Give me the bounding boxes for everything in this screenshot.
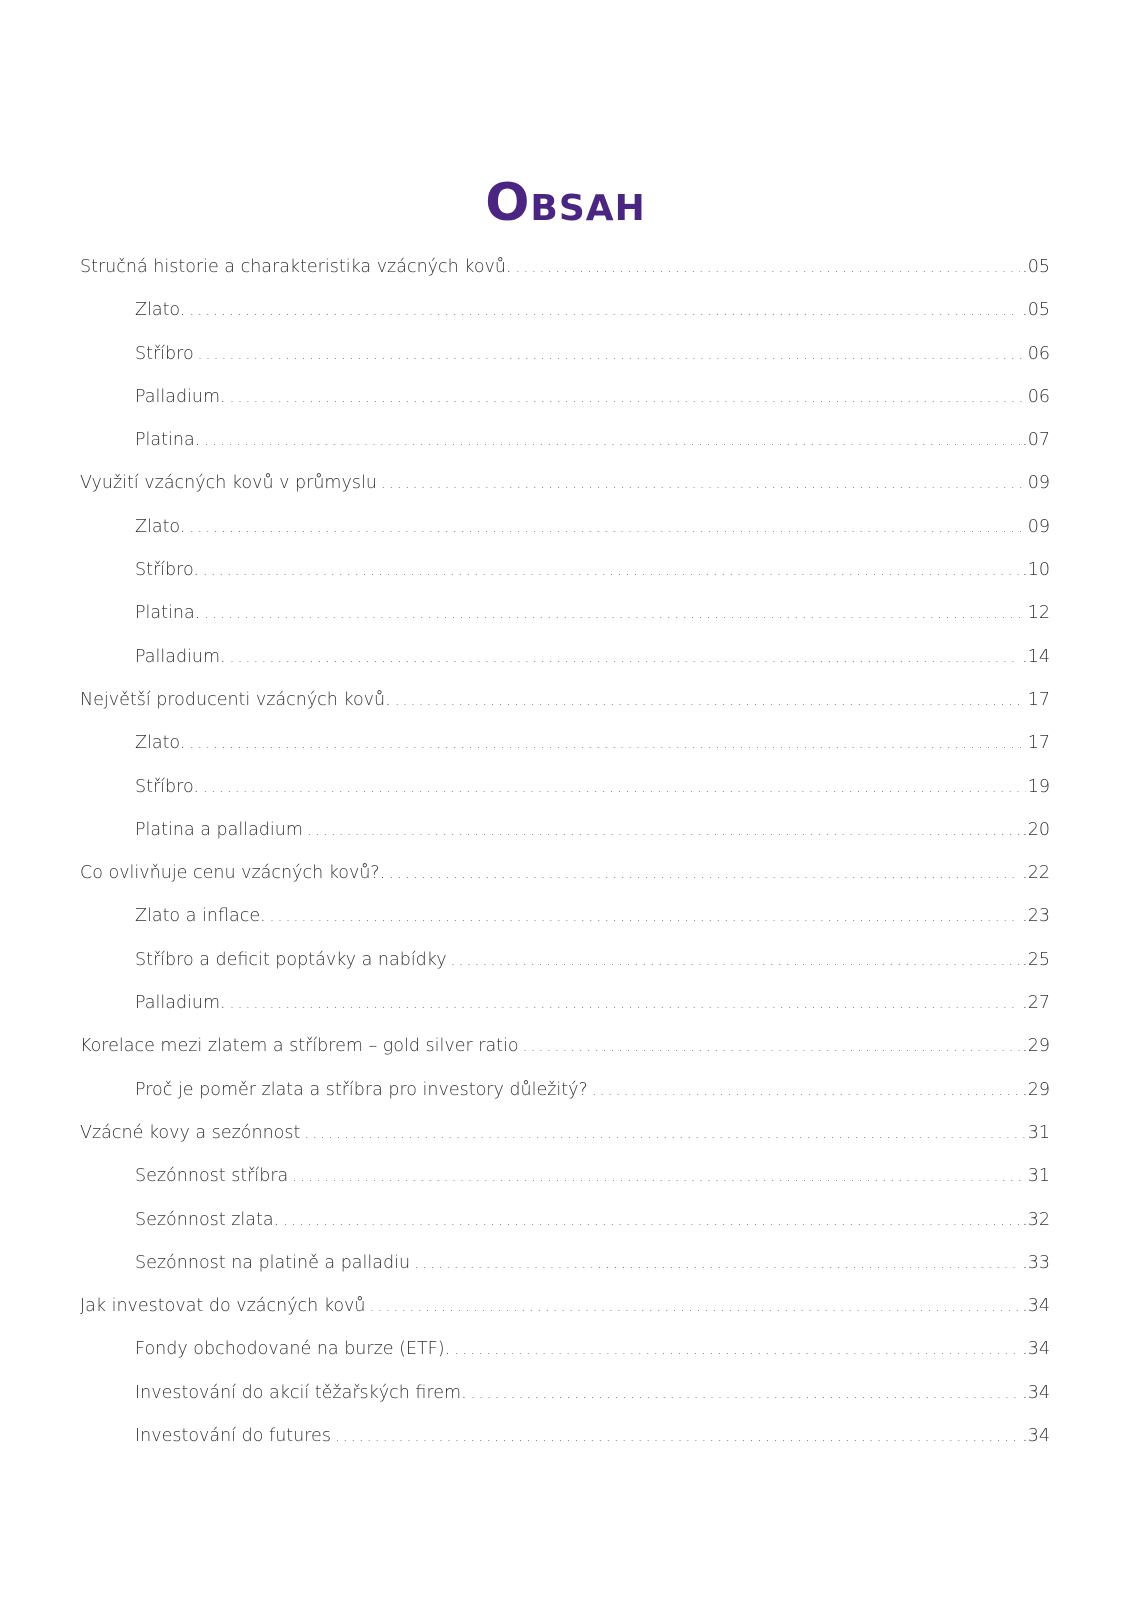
toc-subentry[interactable]	[80, 429, 1050, 472]
toc-entry[interactable]	[80, 689, 1050, 732]
toc-entry[interactable]	[80, 862, 1050, 905]
toc-page-number: .22	[1022, 863, 1050, 884]
toc-entry-label: Stříbro.	[135, 776, 199, 797]
toc-page-number: .27	[1022, 993, 1050, 1014]
toc-page-number: .33	[1022, 1252, 1050, 1273]
toc-subentry[interactable]	[80, 646, 1050, 689]
toc-entry-label: Palladium.	[135, 386, 226, 407]
toc-subentry[interactable]	[80, 1209, 1050, 1252]
toc-entry-label: Největší producenti vzácných kovů.	[80, 689, 391, 710]
toc-page-number: .05	[1022, 257, 1050, 277]
toc-subentry[interactable]	[80, 386, 1050, 429]
toc-page-number: .34	[1022, 1382, 1050, 1403]
table-of-contents	[80, 256, 1050, 1468]
toc-dot-leader	[203, 776, 1026, 798]
toc-dot-leader	[189, 299, 1020, 321]
toc-dot-leader	[307, 819, 1020, 841]
toc-page-number: 17	[1027, 733, 1050, 754]
toc-entry-label: Fondy obchodované na burze (ETF).	[135, 1339, 451, 1360]
toc-dot-leader	[370, 1295, 1021, 1317]
toc-entry-label: Investování do akcií těžařských firem.	[135, 1382, 467, 1403]
toc-entry-label: Jak investovat do vzácných kovů	[80, 1296, 366, 1317]
toc-page-number: 31	[1027, 1166, 1050, 1187]
toc-subentry[interactable]	[80, 559, 1050, 602]
toc-page-number: .23	[1022, 906, 1050, 927]
toc-entry-label: Vzácné kovy a sezónnost	[80, 1122, 301, 1143]
toc-entry-label: Investování do futures	[135, 1426, 331, 1447]
toc-entry-label: Zlato a inflace.	[135, 906, 266, 927]
toc-entry-label: Zlato.	[135, 733, 186, 754]
toc-dot-leader	[523, 1035, 1021, 1057]
toc-entry-label: Zlato.	[135, 516, 186, 537]
toc-dot-leader	[592, 1079, 1020, 1101]
toc-entry-label: Co ovlivňuje cenu vzácných kovů?.	[80, 863, 386, 884]
toc-subentry[interactable]	[80, 776, 1050, 819]
toc-entry[interactable]	[80, 472, 1050, 515]
toc-page-number: .05	[1022, 300, 1050, 321]
toc-subentry[interactable]	[80, 299, 1050, 342]
toc-subentry[interactable]	[80, 1425, 1050, 1468]
toc-dot-leader	[454, 1338, 1020, 1360]
toc-page-number: 31	[1027, 1122, 1050, 1143]
toc-page-number: 17	[1027, 689, 1050, 710]
toc-entry-label: Platina.	[135, 430, 201, 451]
toc-dot-leader	[204, 602, 1025, 624]
toc-dot-leader	[516, 256, 1021, 278]
toc-dot-leader	[395, 689, 1026, 711]
toc-entry-label: Stříbro	[135, 343, 194, 364]
toc-entry-label: Sezónnost zlata.	[135, 1209, 280, 1230]
toc-entry-label: Palladium.	[135, 646, 226, 667]
toc-dot-leader	[451, 949, 1021, 971]
toc-page-number: 06	[1027, 386, 1050, 407]
toc-subentry[interactable]	[80, 343, 1050, 386]
toc-entry-label: Stříbro a deficit poptávky a nabídky	[135, 949, 447, 970]
page-title: Obsah	[485, 172, 646, 233]
toc-subentry[interactable]	[80, 602, 1050, 645]
toc-dot-leader	[270, 905, 1021, 927]
toc-entry[interactable]	[80, 1295, 1050, 1338]
toc-dot-leader	[189, 516, 1025, 538]
toc-page-number: .25	[1022, 949, 1050, 970]
toc-entry-label: Palladium.	[135, 993, 226, 1014]
toc-dot-leader	[389, 862, 1020, 884]
toc-subentry[interactable]	[80, 516, 1050, 559]
toc-entry-label: Zlato.	[135, 300, 186, 321]
toc-dot-leader	[283, 1209, 1020, 1231]
toc-dot-leader	[203, 559, 1020, 581]
toc-subentry[interactable]	[80, 819, 1050, 862]
toc-page-number: 12	[1027, 603, 1050, 624]
toc-page-number: 09	[1027, 473, 1050, 494]
toc-subentry[interactable]	[80, 1079, 1050, 1122]
toc-page-number: .10	[1022, 560, 1050, 581]
toc-dot-leader	[189, 732, 1025, 754]
toc-page-number: .29	[1022, 1036, 1050, 1057]
toc-page-number: 06	[1027, 343, 1050, 364]
toc-entry[interactable]	[80, 1035, 1050, 1078]
toc-page-number: .20	[1022, 819, 1050, 840]
toc-entry-label: Stručná historie a charakteristika vzácných kovů.	[80, 257, 512, 277]
toc-dot-leader	[414, 1252, 1020, 1274]
toc-page-number: .32	[1022, 1209, 1050, 1230]
toc-subentry[interactable]	[80, 1165, 1050, 1208]
toc-page-number: .34	[1022, 1339, 1050, 1360]
toc-dot-leader	[292, 1165, 1025, 1187]
toc-entry-label: Sezónnost stříbra	[135, 1166, 289, 1187]
toc-dot-leader	[381, 472, 1026, 494]
toc-entry-label: Stříbro.	[135, 560, 199, 581]
toc-subentry[interactable]	[80, 905, 1050, 948]
toc-page-number: 19	[1027, 776, 1050, 797]
toc-page-number: .14	[1022, 646, 1050, 667]
toc-page-number: .34	[1022, 1296, 1050, 1317]
toc-subentry[interactable]	[80, 949, 1050, 992]
toc-dot-leader	[230, 646, 1021, 668]
toc-entry[interactable]	[80, 1122, 1050, 1165]
toc-page-number: .34	[1022, 1426, 1050, 1447]
toc-entry-label: Korelace mezi zlatem a stříbrem – gold silver ratio	[80, 1036, 519, 1057]
toc-subentry[interactable]	[80, 1252, 1050, 1295]
toc-dot-leader	[230, 992, 1021, 1014]
toc-page-number: .29	[1022, 1079, 1050, 1100]
toc-page-number: 09	[1027, 516, 1050, 537]
toc-dot-leader	[335, 1425, 1020, 1447]
toc-dot-leader	[230, 386, 1026, 408]
toc-dot-leader	[198, 343, 1026, 365]
toc-subentry[interactable]	[80, 1382, 1050, 1425]
toc-dot-leader	[471, 1382, 1021, 1404]
toc-entry-label: Využití vzácných kovů v průmyslu	[80, 473, 377, 494]
toc-entry-label: Sezónnost na platině a palladiu	[135, 1252, 411, 1273]
toc-subentry[interactable]	[80, 992, 1050, 1035]
toc-subentry[interactable]	[80, 732, 1050, 775]
toc-dot-leader	[204, 429, 1020, 451]
toc-entry-label: Proč je poměr zlata a stříbra pro investory důležitý?	[135, 1079, 588, 1100]
toc-entry-label: Platina a palladium	[135, 819, 303, 840]
toc-entry-label: Platina.	[135, 603, 201, 624]
toc-subentry[interactable]	[80, 1338, 1050, 1381]
toc-entry[interactable]	[80, 256, 1050, 299]
toc-page-number: .07	[1022, 430, 1050, 451]
toc-dot-leader	[304, 1122, 1025, 1144]
